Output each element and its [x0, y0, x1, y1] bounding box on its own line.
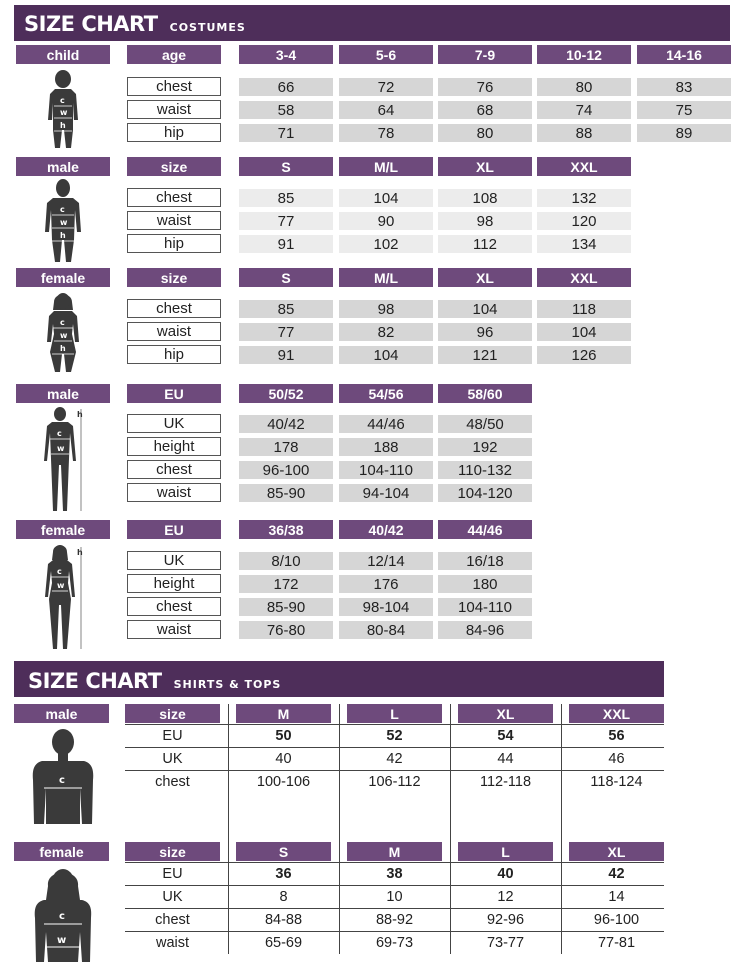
value-cell: 104-110 — [339, 461, 433, 479]
size-header: XXL — [537, 268, 631, 287]
value-cell: 68 — [438, 101, 532, 119]
column-divider — [450, 704, 451, 954]
row-label: EU — [162, 728, 183, 744]
value-cell: 120 — [537, 212, 631, 230]
row-label: height — [127, 574, 221, 593]
svg-text:c: c — [60, 205, 65, 214]
size-header: S — [239, 157, 333, 176]
female-torso-icon — [30, 866, 96, 964]
size-header: M — [347, 842, 442, 861]
svg-text:c: c — [60, 96, 65, 105]
section-key: EU — [127, 520, 221, 539]
svg-text:w: w — [57, 935, 67, 946]
value-cell: 88-92 — [375, 912, 414, 928]
value-cell: 98 — [339, 300, 433, 318]
value-cell: 76-80 — [239, 621, 333, 639]
value-cell: 126 — [537, 346, 631, 364]
section-key: size — [125, 842, 220, 861]
value-cell: 74 — [537, 101, 631, 119]
value-cell: 50 — [275, 728, 292, 744]
svg-text:w: w — [60, 331, 68, 340]
divider — [125, 862, 664, 863]
svg-text:h: h — [60, 121, 66, 130]
value-cell: 82 — [339, 323, 433, 341]
row-label: UK — [127, 551, 221, 570]
row-label: hip — [127, 345, 221, 364]
value-cell: 100-106 — [256, 774, 311, 790]
male-full-body-icon — [36, 405, 86, 515]
value-cell: 40 — [275, 751, 292, 767]
value-cell: 85-90 — [239, 484, 333, 502]
value-cell: 85 — [239, 300, 333, 318]
value-cell: 112 — [438, 235, 532, 253]
value-cell: 104-110 — [438, 598, 532, 616]
value-cell: 172 — [239, 575, 333, 593]
value-cell: 54 — [497, 728, 514, 744]
row-label: waist — [127, 620, 221, 639]
section-name-female: female — [14, 842, 109, 861]
size-header: 5-6 — [339, 45, 433, 64]
divider — [125, 908, 664, 909]
svg-text:h: h — [60, 231, 66, 240]
value-cell: 72 — [339, 78, 433, 96]
value-cell: 118-124 — [590, 774, 643, 790]
value-cell: 85-90 — [239, 598, 333, 616]
value-cell: 176 — [339, 575, 433, 593]
row-label: waist — [127, 100, 221, 119]
section-key: size — [127, 157, 221, 176]
size-header: 3-4 — [239, 45, 333, 64]
svg-text:c: c — [57, 429, 62, 438]
value-cell: 44/46 — [339, 415, 433, 433]
value-cell: 98 — [438, 212, 532, 230]
size-chart-banner-costumes — [14, 5, 730, 41]
divider — [125, 724, 664, 725]
section-key: age — [127, 45, 221, 64]
size-header: 44/46 — [438, 520, 532, 539]
value-cell: 48/50 — [438, 415, 532, 433]
row-label: waist — [155, 935, 190, 951]
value-cell: 66 — [239, 78, 333, 96]
value-cell: 12/14 — [339, 552, 433, 570]
size-header: XL — [569, 842, 664, 861]
value-cell: 65-69 — [264, 935, 303, 951]
value-cell: 40/42 — [239, 415, 333, 433]
size-header: XL — [438, 157, 532, 176]
size-header: L — [458, 842, 553, 861]
svg-text:w: w — [57, 444, 65, 453]
value-cell: 192 — [438, 438, 532, 456]
size-header: XXL — [537, 157, 631, 176]
row-label: waist — [127, 483, 221, 502]
banner-title: SIZE CHART — [24, 12, 158, 36]
svg-text:h: h — [77, 548, 83, 557]
svg-text:c: c — [59, 775, 65, 786]
value-cell: 88 — [537, 124, 631, 142]
size-header: 7-9 — [438, 45, 532, 64]
row-label: waist — [127, 211, 221, 230]
section-name-child: child — [16, 45, 110, 64]
male-body-icon — [40, 178, 86, 264]
value-cell: 16/18 — [438, 552, 532, 570]
size-header: 40/42 — [339, 520, 433, 539]
size-header: M — [236, 704, 331, 723]
size-header: 10-12 — [537, 45, 631, 64]
value-cell: 8 — [279, 889, 288, 905]
value-cell: 96-100 — [593, 912, 640, 928]
section-name-male: male — [16, 157, 110, 176]
size-header: 50/52 — [239, 384, 333, 403]
size-header: L — [347, 704, 442, 723]
value-cell: 10 — [386, 889, 403, 905]
value-cell: 42 — [386, 751, 403, 767]
value-cell: 104 — [339, 346, 433, 364]
size-header: 36/38 — [239, 520, 333, 539]
value-cell: 40 — [497, 866, 514, 882]
row-label: chest — [127, 299, 221, 318]
column-divider — [228, 704, 229, 954]
value-cell: 12 — [497, 889, 514, 905]
row-label: chest — [127, 460, 221, 479]
value-cell: 94-104 — [339, 484, 433, 502]
size-header: XXL — [569, 704, 664, 723]
value-cell: 118 — [537, 300, 631, 318]
value-cell: 71 — [239, 124, 333, 142]
svg-text:w: w — [60, 108, 68, 117]
value-cell: 8/10 — [239, 552, 333, 570]
column-divider — [561, 704, 562, 954]
value-cell: 52 — [386, 728, 403, 744]
section-key: EU — [127, 384, 221, 403]
value-cell: 98-104 — [339, 598, 433, 616]
row-label: UK — [127, 414, 221, 433]
section-name-female: female — [16, 268, 110, 287]
value-cell: 180 — [438, 575, 532, 593]
value-cell: 104 — [438, 300, 532, 318]
value-cell: 134 — [537, 235, 631, 253]
value-cell: 89 — [637, 124, 731, 142]
value-cell: 76 — [438, 78, 532, 96]
female-full-body-icon — [36, 543, 86, 653]
section-key: size — [127, 268, 221, 287]
row-label: height — [127, 437, 221, 456]
value-cell: 104 — [339, 189, 433, 207]
size-header: S — [239, 268, 333, 287]
value-cell: 121 — [438, 346, 532, 364]
row-label: UK — [162, 751, 183, 767]
value-cell: 92-96 — [486, 912, 525, 928]
value-cell: 83 — [637, 78, 731, 96]
value-cell: 80 — [537, 78, 631, 96]
row-label: waist — [127, 322, 221, 341]
divider — [125, 885, 664, 886]
size-header: XL — [438, 268, 532, 287]
row-label: chest — [127, 77, 221, 96]
section-key: size — [125, 704, 220, 723]
value-cell: 64 — [339, 101, 433, 119]
value-cell: 56 — [608, 728, 625, 744]
banner-subtitle: COSTUMES — [169, 21, 246, 34]
value-cell: 104-120 — [438, 484, 532, 502]
size-chart-banner-shirts — [14, 661, 664, 697]
value-cell: 96 — [438, 323, 532, 341]
value-cell: 58 — [239, 101, 333, 119]
value-cell: 90 — [339, 212, 433, 230]
size-header: M/L — [339, 157, 433, 176]
svg-text:c: c — [59, 911, 65, 922]
value-cell: 108 — [438, 189, 532, 207]
row-label: chest — [155, 912, 190, 928]
section-name-male: male — [16, 384, 110, 403]
value-cell: 14 — [608, 889, 625, 905]
value-cell: 80 — [438, 124, 532, 142]
divider — [125, 747, 664, 748]
value-cell: 84-88 — [264, 912, 303, 928]
banner-subtitle: SHIRTS & TOPS — [173, 678, 282, 691]
column-divider — [339, 704, 340, 954]
section-name-female: female — [16, 520, 110, 539]
value-cell: 188 — [339, 438, 433, 456]
value-cell: 102 — [339, 235, 433, 253]
value-cell: 178 — [239, 438, 333, 456]
row-label: chest — [127, 597, 221, 616]
row-label: hip — [127, 123, 221, 142]
value-cell: 106-112 — [368, 774, 421, 790]
value-cell: 77-81 — [597, 935, 636, 951]
value-cell: 77 — [239, 323, 333, 341]
value-cell: 69-73 — [375, 935, 414, 951]
divider — [125, 770, 664, 771]
svg-text:h: h — [77, 410, 83, 419]
value-cell: 91 — [239, 346, 333, 364]
row-label: chest — [127, 188, 221, 207]
row-label: hip — [127, 234, 221, 253]
svg-text:w: w — [57, 581, 65, 590]
value-cell: 112-118 — [479, 774, 532, 790]
value-cell: 42 — [608, 866, 625, 882]
svg-text:w: w — [60, 218, 68, 227]
value-cell: 78 — [339, 124, 433, 142]
svg-text:h: h — [60, 344, 66, 353]
size-header: 58/60 — [438, 384, 532, 403]
value-cell: 110-132 — [438, 461, 532, 479]
male-torso-icon — [30, 728, 96, 826]
size-header: 14-16 — [637, 45, 731, 64]
value-cell: 85 — [239, 189, 333, 207]
female-body-icon — [40, 290, 86, 374]
size-header: M/L — [339, 268, 433, 287]
value-cell: 104 — [537, 323, 631, 341]
row-label: EU — [162, 866, 183, 882]
value-cell: 75 — [637, 101, 731, 119]
value-cell: 44 — [497, 751, 514, 767]
section-name-male: male — [14, 704, 109, 723]
size-header: 54/56 — [339, 384, 433, 403]
svg-text:c: c — [60, 318, 65, 327]
value-cell: 38 — [386, 866, 403, 882]
size-header: S — [236, 842, 331, 861]
banner-title: SIZE CHART — [28, 669, 162, 693]
value-cell: 91 — [239, 235, 333, 253]
value-cell: 96-100 — [239, 461, 333, 479]
value-cell: 73-77 — [486, 935, 525, 951]
size-header: XL — [458, 704, 553, 723]
value-cell: 36 — [275, 866, 292, 882]
child-body-icon — [40, 68, 86, 150]
row-label: UK — [162, 889, 183, 905]
value-cell: 77 — [239, 212, 333, 230]
row-label: chest — [155, 774, 190, 790]
value-cell: 46 — [608, 751, 625, 767]
svg-text:c: c — [57, 567, 62, 576]
divider — [125, 931, 664, 932]
value-cell: 84-96 — [438, 621, 532, 639]
value-cell: 80-84 — [339, 621, 433, 639]
value-cell: 132 — [537, 189, 631, 207]
